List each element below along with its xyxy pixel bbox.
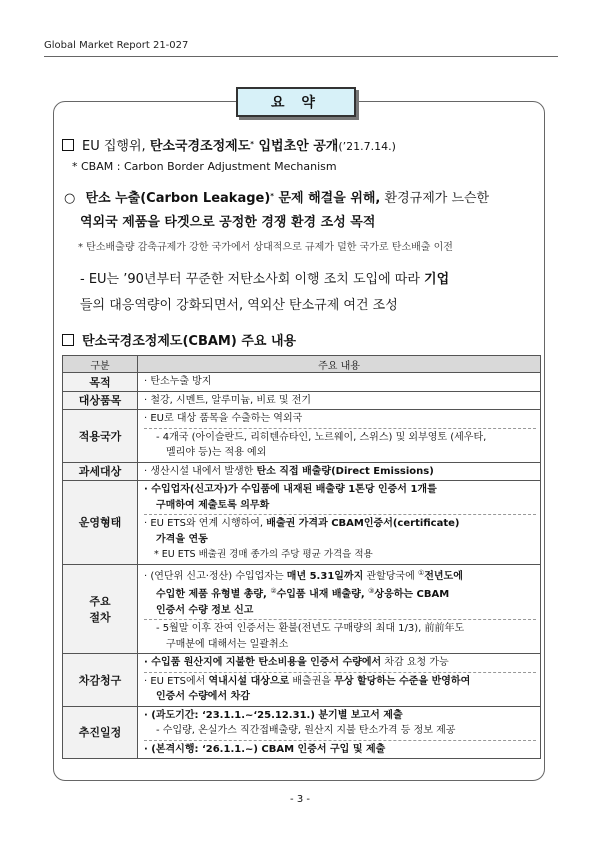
row-label-operation: 운영형태 <box>63 481 138 565</box>
row-label-procedure: 주요 절차 <box>63 564 138 654</box>
s4-title: 탄소국경조정제도(CBAM) 주요 내용 <box>82 334 297 349</box>
s1-date: (’21.7.14.) <box>338 140 396 153</box>
s2-rest: 환경규제가 느슨한 <box>380 191 490 206</box>
procedure-line2: 수입한 제품 유형별 총량, ②수입품 내재 배출량, ③상응하는 CBAM <box>156 587 450 600</box>
table-header-row <box>63 356 541 373</box>
deduction-line3: 인증서 수량에서 차감 <box>156 691 250 702</box>
summary-title: 요 약 <box>236 87 356 117</box>
operation-line3: · EU ETS와 연계 시행하여, 배출권 가격과 CBAM인증서(certificate) <box>144 518 460 529</box>
section-cbam-announcement <box>62 135 396 154</box>
s3-line1-text: - EU는 ’90년부터 꾸준한 저탄소사회 이행 조치 도입에 따라 <box>80 272 425 287</box>
row-label-countries: 적용국가 <box>63 410 138 463</box>
purpose-text: · 탄소누출 방지 <box>144 376 212 387</box>
section-cbam-contents <box>62 330 296 349</box>
schedule-line2: - 수입량, 온실가스 직간접배출량, 원산지 지불 탄소가격 등 정보 제공 <box>156 725 456 736</box>
s2-bold: 탄소 누출(Carbon Leakage) <box>85 191 271 206</box>
header-category: 구분 <box>63 356 138 373</box>
table-row <box>63 410 541 463</box>
countries-line3: 멜리야 등)는 적용 예외 <box>166 447 267 458</box>
header-content: 주요 내용 <box>138 356 541 373</box>
s1-bold2: 입법초안 공개 <box>253 139 339 154</box>
operation-line2: 구매하여 제출토록 의무화 <box>156 499 270 511</box>
table-row <box>63 481 541 565</box>
table-row <box>63 706 541 759</box>
table-row <box>63 462 541 481</box>
s2-star: * <box>270 192 274 200</box>
s1-star: * <box>250 140 254 148</box>
report-id: Global Market Report 21-027 <box>44 40 189 51</box>
procedure-line5: 구매분에 대해서는 일괄취소 <box>166 638 289 650</box>
s3-line1-bold: 기업 <box>424 272 450 287</box>
s2-line2: 역외국 제품을 타겟으로 공정한 경쟁 환경 조성 목적 <box>80 215 376 230</box>
table-row <box>63 373 541 392</box>
schedule-line1: · (과도기간: ‘23.1.1.~‘25.12.31.) 분기별 보고서 제출 <box>144 709 403 721</box>
operation-line1: · 수입업자(신고자)가 수입품에 내재된 배출량 1톤당 인증서 1개를 <box>144 484 437 495</box>
circle-bullet-icon: ○ <box>64 191 76 206</box>
square-bullet-icon <box>62 139 74 151</box>
row-label-purpose: 목적 <box>63 373 138 392</box>
page-number: - 3 - <box>290 794 310 805</box>
countries-line1: · EU로 대상 품목을 수출하는 역외국 <box>144 413 303 424</box>
procedure-line1: · (연단위 신고·정산) 수입업자는 매년 5.31일까지 관할당국에 ①전년도에 <box>144 568 463 582</box>
s2-note: * 탄소배출량 감축규제가 강한 국가에서 상대적으로 규제가 덜한 국가로 탄소배출 이전 <box>78 242 453 253</box>
deduction-line2: · EU ETS에서 역내시설 대상으로 배출권을 무상 할당하는 수준을 반영하여 <box>144 675 471 687</box>
table-row <box>63 391 541 410</box>
items-text: · 철강, 시멘트, 알루미늄, 비료 및 전기 <box>144 394 312 406</box>
procedure-line4: - 5월말 이후 잔여 인증서는 환불(전년도 구매량의 최대 1/3), 前前年도 <box>156 623 465 634</box>
operation-line4: 가격을 연동 <box>156 533 208 545</box>
s1-bold: 탄소국경조정제도 <box>149 139 251 154</box>
deduction-line1: · 수입품 원산지에 지불한 탄소비용을 인증서 수량에서 차감 요청 가능 <box>144 657 449 668</box>
cbam-table <box>62 355 541 759</box>
s1-prefix: EU 집행위, <box>82 139 150 154</box>
countries-line2: - 4개국 (아이슬란드, 리히텐슈타인, 노르웨이, 스위스) 및 외부영토 (세우타, <box>156 431 487 443</box>
header-divider <box>44 56 558 57</box>
square-bullet-icon <box>62 334 74 346</box>
operation-line5: * EU ETS 배출권 경매 종가의 주당 평균 가격을 적용 <box>154 549 373 560</box>
row-label-deduction: 차감청구 <box>63 654 138 707</box>
s2-bold2: 문제 해결을 위해, <box>273 191 381 206</box>
s3-line2: 들의 대응역량이 강화되면서, 역외산 탄소규제 여건 조성 <box>80 298 398 313</box>
row-label-items: 대상품목 <box>63 391 138 410</box>
procedure-line3: 인증서 수량 정보 신고 <box>156 604 254 616</box>
table-row <box>63 654 541 707</box>
taxation-text: · 생산시설 내에서 발생한 탄소 직접 배출량(Direct Emissions) <box>144 465 434 477</box>
table-row <box>63 564 541 654</box>
s1-note: * CBAM : Carbon Border Adjustment Mechanism <box>72 160 337 173</box>
row-label-schedule: 추진일정 <box>63 706 138 759</box>
schedule-line3: · (본격시행: ‘26.1.1.~) CBAM 인증서 구입 및 제출 <box>144 743 386 755</box>
row-label-taxation: 과세대상 <box>63 462 138 481</box>
s3-line1 <box>80 268 449 287</box>
section-carbon-leakage <box>64 187 489 206</box>
